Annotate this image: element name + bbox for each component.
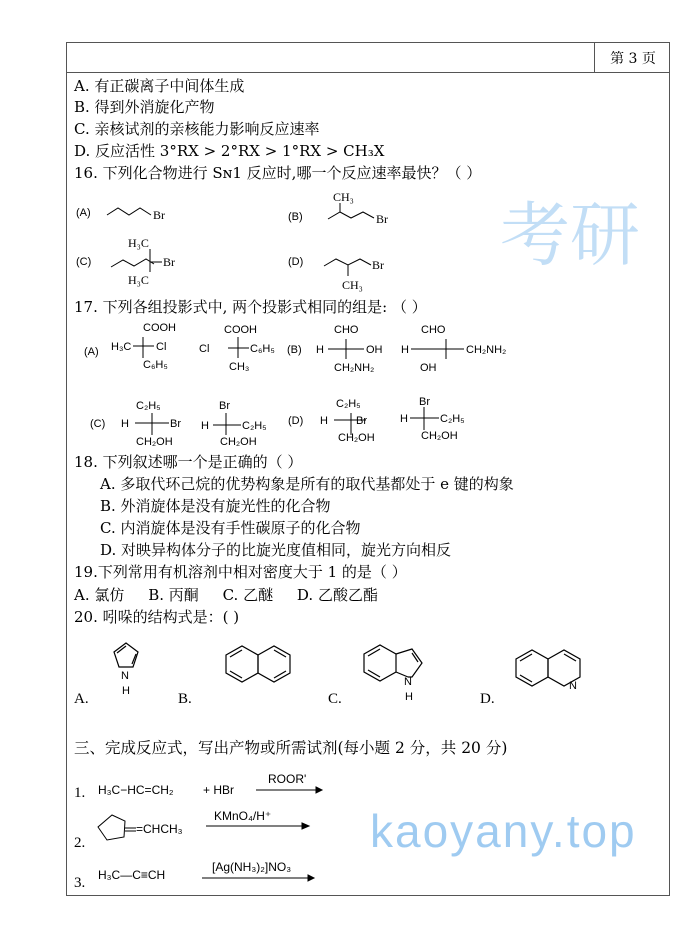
structure-d bbox=[324, 259, 371, 266]
group: C₆H₅ bbox=[143, 359, 168, 371]
group: C₂H₅ bbox=[136, 400, 161, 412]
atom-n: N bbox=[404, 676, 412, 688]
option-label: A. bbox=[74, 691, 89, 707]
reactant: H₃C−HC=CH₂ bbox=[98, 783, 174, 797]
structure-b bbox=[328, 212, 374, 219]
group: CH₂OH bbox=[338, 432, 375, 444]
option-label: C. bbox=[328, 691, 342, 707]
cyclopentane-ring bbox=[98, 815, 125, 840]
option-label: D. bbox=[480, 691, 495, 707]
group: Br bbox=[372, 258, 384, 272]
group: H bbox=[121, 418, 129, 430]
group: COOH bbox=[143, 322, 176, 334]
q19-options: A. 氯仿 B. 丙酮 C. 乙醚 D. 乙酸乙酯 bbox=[74, 586, 378, 604]
atom-n: N bbox=[569, 680, 577, 692]
group: C₂H₅ bbox=[242, 420, 267, 432]
group: Br bbox=[419, 396, 430, 408]
group: CHO bbox=[421, 324, 446, 336]
option-label: (C) bbox=[90, 418, 106, 430]
watermark: kaoyany.top bbox=[370, 805, 637, 857]
q18-option-a: A. 多取代环己烷的优势构象是所有的取代基都处于 e 键的构象 bbox=[100, 475, 514, 493]
group: OH bbox=[366, 344, 383, 356]
atom-n: N bbox=[121, 670, 129, 682]
group: C₂H₅ bbox=[336, 398, 361, 410]
q18-option-c: C. 内消旋体是没有手性碳原子的化合物 bbox=[100, 519, 361, 537]
section3-reactions bbox=[66, 765, 366, 890]
option-label: (B) bbox=[288, 211, 303, 223]
atom-h: H bbox=[122, 685, 130, 697]
indole-benzene bbox=[364, 645, 396, 681]
section3-title: 三、完成反应式，写出产物或所需试剂(每小题 2 分，共 20 分) bbox=[74, 739, 508, 757]
group: H bbox=[400, 413, 408, 425]
option-label: (A) bbox=[76, 207, 91, 219]
group: Br bbox=[163, 255, 175, 269]
reaction-number: 3. bbox=[74, 875, 86, 890]
group: CH₂NH₂ bbox=[466, 344, 506, 356]
q16-stem: 16. 下列化合物进行 Sɴ1 反应时,哪一个反应速率最快？（ ） bbox=[74, 164, 482, 182]
divider bbox=[594, 42, 595, 72]
reaction-number: 1. bbox=[74, 785, 86, 801]
option-label: (D) bbox=[288, 415, 304, 427]
group: C₆H₅ bbox=[250, 343, 275, 355]
group: C₂H₅ bbox=[440, 413, 465, 425]
group: Br bbox=[153, 208, 165, 222]
reactant: =CHCH₃ bbox=[136, 822, 183, 836]
quinoline-ring bbox=[516, 650, 548, 686]
group: Br bbox=[376, 212, 388, 226]
group: CH₂OH bbox=[220, 436, 257, 448]
reagent: KMnO₄/H⁺ bbox=[214, 809, 272, 823]
group: Cl bbox=[156, 341, 167, 353]
option-label: (B) bbox=[287, 344, 302, 356]
option-label: (A) bbox=[84, 346, 99, 358]
group: Cl bbox=[199, 343, 210, 355]
group: OH bbox=[420, 362, 437, 374]
group: H₃C bbox=[111, 341, 132, 353]
atom-h: H bbox=[405, 691, 413, 703]
divider bbox=[66, 72, 670, 73]
group: Br bbox=[356, 415, 367, 427]
group: CH₃ bbox=[333, 190, 354, 204]
q18-option-b: B. 外消旋体是没有旋光性的化合物 bbox=[100, 497, 331, 515]
reactant: + HBr bbox=[203, 783, 235, 797]
watermark-logo: 考研 bbox=[500, 194, 640, 276]
structure-c bbox=[111, 259, 154, 267]
q18-option-d: D. 对映异构体分子的比旋光度值相同，旋光方向相反 bbox=[100, 541, 452, 559]
group: CHO bbox=[334, 324, 359, 336]
group: Br bbox=[170, 418, 181, 430]
group: H bbox=[320, 415, 328, 427]
structure-a bbox=[107, 208, 151, 215]
q15-option-a: A. 有正碳离子中间体生成 bbox=[74, 77, 245, 95]
q17-stem: 17. 下列各组投影式中, 两个投影式相同的组是: （ ） bbox=[74, 298, 427, 316]
reaction-number: 2. bbox=[74, 835, 86, 851]
group: CH₃ bbox=[229, 361, 250, 373]
page-number: 第 3 页 bbox=[610, 51, 656, 67]
group: CH₂NH₂ bbox=[334, 362, 375, 374]
q20-stem: 20. 吲哚的结构式是：( ) bbox=[74, 608, 240, 626]
q15-option-d: D. 反应活性 3°RX > 2°RX > 1°RX > CH₃X bbox=[74, 142, 385, 160]
group: H bbox=[316, 344, 324, 356]
group: Br bbox=[219, 400, 230, 412]
q15-option-c: C. 亲核试剂的亲核能力影响反应速率 bbox=[74, 120, 320, 138]
naphthalene-ring bbox=[226, 646, 258, 682]
group: H₃C bbox=[128, 273, 149, 287]
q20-structures bbox=[66, 635, 626, 715]
q18-stem: 18. 下列叙述哪一个是正确的（ ） bbox=[74, 453, 303, 471]
option-label: (C) bbox=[76, 256, 92, 268]
option-label: (D) bbox=[288, 256, 304, 268]
group: CH₂OH bbox=[136, 436, 173, 448]
group: H bbox=[401, 344, 409, 356]
q16-structures bbox=[66, 185, 566, 295]
group: H bbox=[201, 420, 209, 432]
reactant: H₃C—C≡CH bbox=[98, 868, 166, 882]
option-label: B. bbox=[178, 691, 192, 707]
q15-option-b: B. 得到外消旋化产物 bbox=[74, 98, 215, 116]
q17-projections bbox=[66, 315, 506, 455]
group: COOH bbox=[224, 324, 257, 336]
group: H₃C bbox=[128, 236, 149, 250]
group: CH₂OH bbox=[421, 430, 458, 442]
reagent: ROOR' bbox=[268, 772, 307, 786]
group: CH₃ bbox=[342, 278, 363, 292]
q19-stem: 19.下列常用有机溶剂中相对密度大于 1 的是（ ） bbox=[74, 563, 407, 581]
reagent: [Ag(NH₃)₂]NO₃ bbox=[212, 860, 292, 874]
